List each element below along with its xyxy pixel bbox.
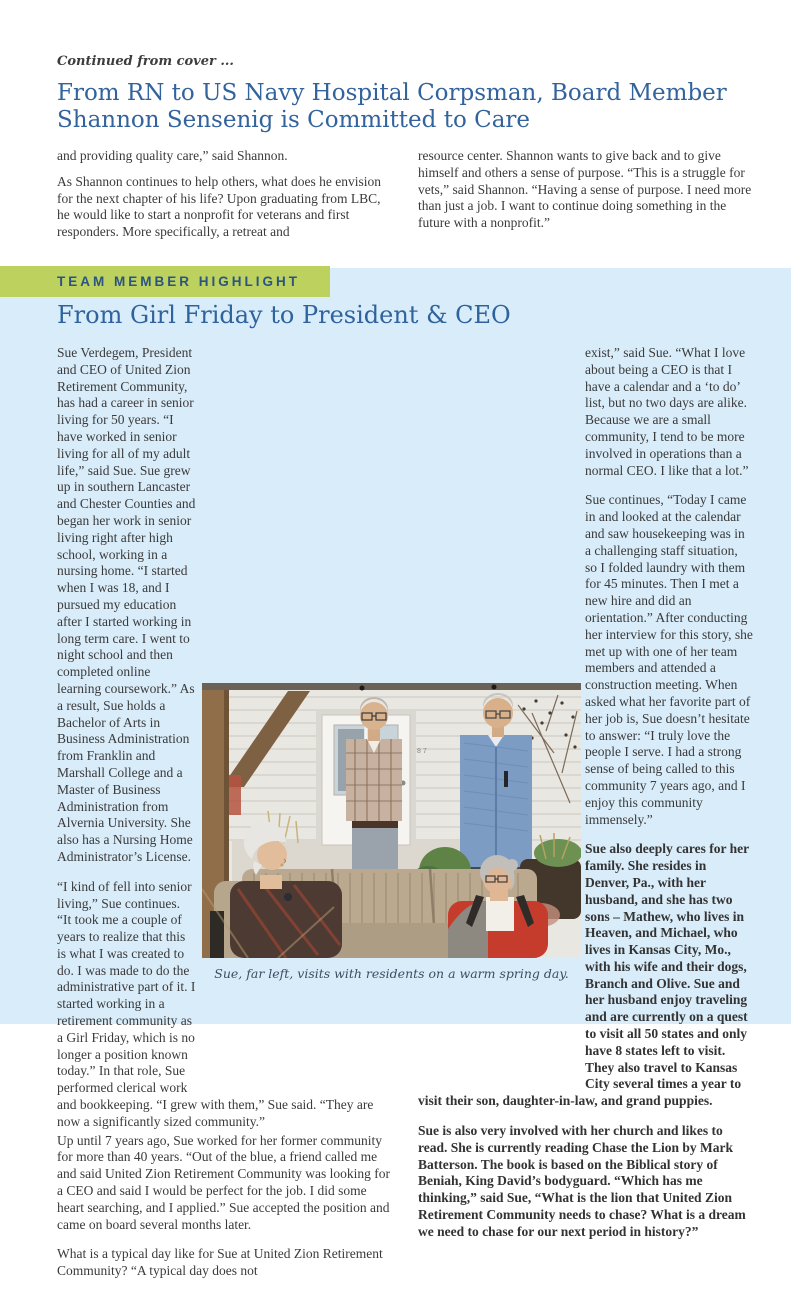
paragraph: Up until 7 years ago, Sue worked for her former community for more than 40 years. “Out of the blue, a friend called me and said United Zion Retirement Community was looking for a CEO and said I would be perfect for the job. I did some heart searching, and I applied.” Sue accepted the position and came on board several months later. — [57, 1132, 390, 1232]
continued-from-cover-label: Continued from cover ... — [57, 54, 234, 69]
paragraph: exist,” said Sue. “What I love about being a CEO is that I have a calendar and a ‘to do’ list, but no two days are alike. Because we are a small community, I tend to be more involved in operations than a normal CEO. I like that a lot.” — [585, 345, 749, 478]
article-title-line1: From RN to US Navy Hospital Corpsman, Board Member — [57, 80, 727, 106]
team-member-highlight-section — [0, 268, 791, 1279]
paragraph: Sue continues, “Today I came in and looked at the calendar and saw housekeeping was in a challenging staff situation, so I folded laundry with them for 45 minutes. Then I met a new hire and did an orientation.” After conducting her interview for this story, she met up with one of her team members and attended a construction meeting. When asked what her favorite part of her job is, Sue doesn’t hesitate to answer: “I truly love the people I serve. I had a strong sense of being called to this community 7 years ago, and I enjoy this community immensely.” — [585, 492, 753, 827]
paragraph: “I kind of fell into senior living,” Sue continues. “It took me a couple of years to realize that this is what I was created to do. I was made to do the administrative part of it. I started working in a retirement community as a Girl Friday, which is no longer a position known today.” In that role, Sue performed clerical work and bookkeeping. “I grew with them,” Sue said. “They are now a significantly sized community.” — [57, 878, 374, 1129]
paragraph: What is a typical day like for Sue at United Zion Retirement Community? “A typical day does not — [57, 1246, 383, 1279]
article-columns — [57, 148, 753, 250]
paragraph: As Shannon continues to help others, what does he envision for the next chapter of his life? Upon graduating from LBC, he would like to start a nonprofit for veterans and first responders. More specifically, a retreat and — [57, 173, 381, 240]
section-banner: TEAM MEMBER HIGHLIGHT — [0, 266, 330, 297]
photo-house-number: 8 7 — [417, 748, 427, 755]
photo-caption: Sue, far left, visits with residents on a warm spring day. — [214, 966, 569, 981]
article-title — [57, 80, 747, 134]
highlight-title: From Girl Friday to President & CEO — [57, 301, 511, 329]
continued-article — [0, 0, 791, 268]
paragraph: resource center. Shannon wants to give back and to give himself and others a sense of purpose. “This is a struggle for vets,” said Shannon. “Having a sense of purpose. I need more than just a job. I want to continue doing something in the future with a nonprofit.” — [418, 148, 752, 231]
article-title-line2: Shannon Sensenig is Committed to Care — [57, 107, 531, 133]
residents-photo — [202, 683, 581, 958]
paragraph: and providing quality care,” said Shannon. — [57, 148, 288, 163]
paragraph: Sue also deeply cares for her family. She resides in Denver, Pa., with her husband, and she has two sons – Mathew, who lives in Heaven, and Michael, who lives in Kansas City, Mo., with his wife and their dogs, Branch and Olive. Sue and her husband enjoy traveling and are currently on a quest to visit all 50 states and only have 8 states left to visit. They also travel to Kansas City several times a year to visit their son, daughter-in-law, and grand puppies. — [418, 841, 749, 1109]
article-column-right — [418, 148, 753, 250]
article-column-left — [57, 148, 392, 250]
paragraph: Sue Verdegem, President and CEO of United Zion Retirement Community, has had a career in senior living for 50 years. “I have worked in senior living for all of my adult life,” said Sue. Sue grew up in southern Lancaster and Chester Counties and began her work in senior living right after high school, working in a nursing home. “I started when I was 18, and I pursued my education after I started working in long term care. I went to night school and then completed online learning coursework.” As a result, Sue holds a Bachelor of Arts in Business Administration from Franklin and Marshall College and a Master of Business Administration from Alvernia University. She also has a Nursing Home Administrator’s License. — [57, 345, 196, 864]
paragraph: Sue is also very involved with her church and likes to read. She is currently reading Chase the Lion by Mark Batterson. The book is based on the Biblical story of Beniah, King David’s bodyguard. “Which has me thinking,” said Sue, “What is the lion that United Zion Retirement Community needs to chase? What is a dream we need to chase for our next period in history?” — [418, 1123, 746, 1239]
